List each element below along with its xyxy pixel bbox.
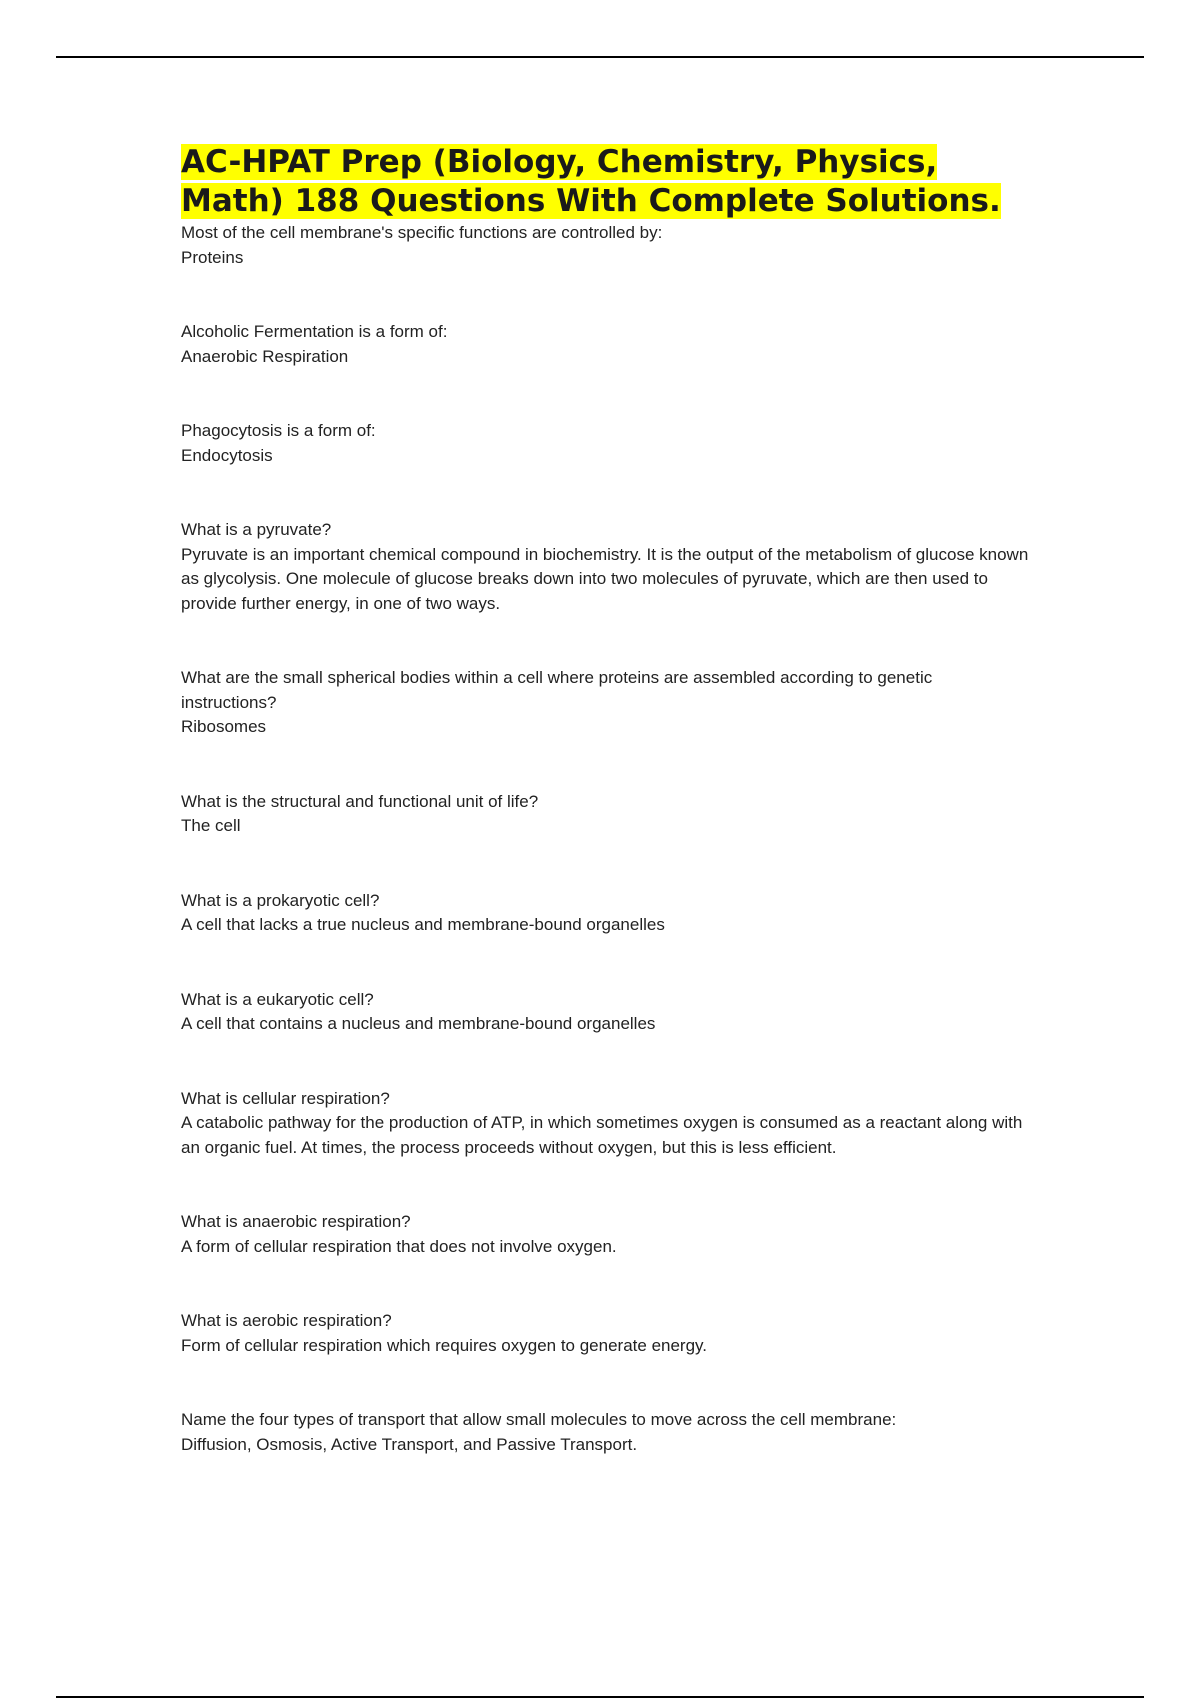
answer-text: A cell that contains a nucleus and membrane-bound organelles: [181, 1014, 656, 1033]
qa-item: [181, 1210, 1031, 1259]
answer-text: Diffusion, Osmosis, Active Transport, and Passive Transport.: [181, 1434, 638, 1454]
answer-text: Form of cellular respiration which requires oxygen to generate energy.: [181, 1335, 708, 1355]
answer-text: Pyruvate is an important chemical compound in biochemistry. It is the output of the metabolism of glucose known as glycolysis. One molecule of glucose breaks down into two molecules of pyruvate, which are then used to provide further energy, in one of two ways.: [181, 544, 1029, 613]
question-text: What are the small spherical bodies within a cell where proteins are assembled according to genetic instructions?: [181, 668, 933, 712]
qa-list: [181, 221, 1031, 1457]
document-title: [181, 143, 1031, 221]
footer-rule: [56, 1696, 1144, 1698]
answer-text: Proteins: [181, 247, 244, 267]
question-text: What is the structural and functional unit of life?: [181, 791, 539, 811]
question-text: Most of the cell membrane's specific functions are controlled by:: [181, 223, 663, 242]
question-text: What is a prokaryotic cell?: [181, 890, 380, 910]
answer-text: The cell: [181, 816, 241, 835]
question-text: What is anaerobic respiration?: [181, 1212, 411, 1231]
question-text: Phagocytosis is a form of:: [181, 421, 376, 440]
qa-item: [181, 889, 1031, 938]
qa-item: [181, 1309, 1031, 1358]
qa-item: [181, 1408, 1031, 1457]
qa-item: [181, 320, 1031, 369]
question-text: Alcoholic Fermentation is a form of:: [181, 322, 448, 341]
qa-item: [181, 1087, 1031, 1161]
answer-text: Ribosomes: [181, 717, 267, 736]
answer-text: A cell that lacks a true nucleus and membrane-bound organelles: [181, 915, 665, 934]
answer-text: A catabolic pathway for the production of ATP, in which sometimes oxygen is consumed as a reactant along with an organic fuel. At times, the process proceeds without oxygen, but this is less efficient.: [181, 1113, 1023, 1157]
qa-item: [181, 790, 1031, 839]
question-text: What is cellular respiration?: [181, 1088, 390, 1108]
qa-item: [181, 221, 1031, 270]
document-body: [181, 143, 1031, 1507]
question-text: What is a pyruvate?: [181, 520, 332, 539]
qa-item: [181, 666, 1031, 740]
answer-text: Anaerobic Respiration: [181, 346, 349, 366]
qa-item: [181, 988, 1031, 1037]
question-text: Name the four types of transport that allow small molecules to move across the cell membrane:: [181, 1410, 897, 1429]
header-rule: [56, 56, 1144, 58]
question-text: What is a eukaryotic cell?: [181, 989, 374, 1009]
title-highlight: AC-HPAT Prep (Biology, Chemistry, Physics, Math) 188 Questions With Complete Solutions.: [181, 144, 1001, 219]
qa-item: [181, 419, 1031, 468]
answer-text: A form of cellular respiration that does not involve oxygen.: [181, 1236, 617, 1256]
qa-item: [181, 518, 1031, 616]
answer-text: Endocytosis: [181, 445, 273, 465]
question-text: What is aerobic respiration?: [181, 1311, 392, 1330]
